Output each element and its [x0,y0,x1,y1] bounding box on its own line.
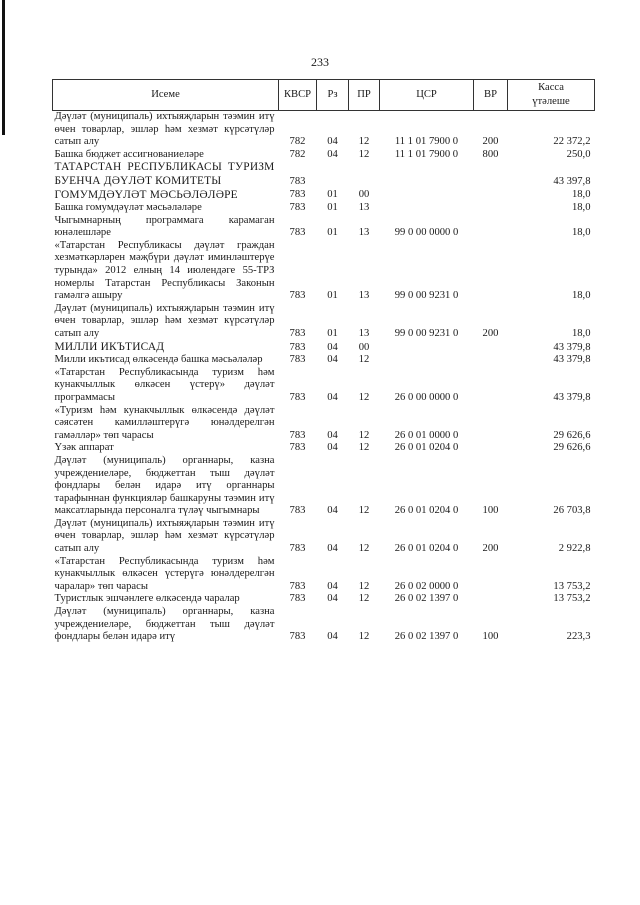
row-vr [474,405,508,443]
row-name: Үзәк аппарат [54,442,114,454]
row-name: Дәүләт (муниципаль) органнары, казна учреждениеләре, бюджеттан тыш дәүләт фондлары белән идарә итү органнары тарафыннан функцияләр башкаруны тәэмин итү максатларында персоналга түләү чыгымнары [54,454,275,517]
row-cash-execution: 223,3 [566,631,591,643]
row-pr: 12 [358,148,370,160]
row-csr [380,161,474,188]
row-pr: 00 [358,341,370,353]
row-cash-execution: 18,0 [571,189,591,201]
table-row [53,303,595,341]
row-pr: 12 [358,580,370,592]
row-vr [474,215,508,240]
header-pr: ПР [349,80,380,111]
row-vr: 100 [482,505,499,517]
row-name: Башка гомумдәүләт мәсьәләләре [54,202,202,214]
row-csr: 26 0 00 0000 0 [394,391,459,403]
header-cash-line1: Касса [538,81,564,93]
row-kvsr: 783 [289,391,306,403]
row-name: Дәүләт (муниципаль) органнары, казна учреждениеләре, бюджеттан тыш дәүләт фондлары белән идарә итү [54,606,275,643]
row-vr: 100 [482,631,499,643]
row-rz: 04 [327,442,338,454]
row-name: Башка бюджет ассигнованиеләре [54,148,204,160]
row-vr [474,240,508,303]
row-csr: 11 1 01 7900 0 [394,136,459,148]
row-vr [474,202,508,215]
row-pr: 12 [358,593,370,605]
row-rz: 04 [327,593,338,605]
row-name: Чыгымнарның программага карамаган юнәлешләре [54,214,275,239]
page-number: 233 [311,55,329,69]
table-header [53,80,595,111]
row-csr [380,189,474,203]
header-kvsr: КВСР [279,80,317,111]
row-pr: 12 [358,442,370,454]
row-pr: 13 [358,202,370,214]
row-csr: 26 0 02 0000 0 [394,580,459,592]
table-row [53,202,595,215]
row-kvsr: 783 [289,175,306,187]
row-cash-execution: 13 753,2 [553,580,591,592]
row-name: «Татарстан Республикасында туризм һәм кунакчыллык өлкәсен үстерү» дәүләт программасы [54,366,275,403]
row-name: Милли икътисад өлкәсендә башка мәсьәләләр [54,354,263,366]
row-csr: 26 0 01 0204 0 [394,505,459,517]
row-cash-execution: 26 703,8 [553,505,591,517]
row-pr: 12 [358,429,370,441]
row-rz: 04 [327,136,338,148]
row-kvsr: 783 [289,328,306,339]
row-vr: 200 [482,543,499,555]
row-kvsr: 783 [289,354,306,366]
row-cash-execution: 43 379,8 [553,354,591,366]
row-cash-execution: 43 379,8 [553,391,591,403]
row-csr: 26 0 02 1397 0 [394,631,459,643]
row-vr: 200 [482,328,499,339]
table-row [53,189,595,203]
row-name: «Татарстан Республикасында туризм һәм кунакчыллык өлкәсен үстерүгә юнәлдерелгән чаралар» төп чарасы [54,555,275,592]
table-row [53,442,595,455]
table-row [53,240,595,303]
table-body [53,111,595,644]
row-kvsr: 783 [289,593,306,605]
table-row [53,593,595,606]
row-pr: 13 [358,290,370,302]
row-rz: 04 [327,580,338,592]
header-cash-execution [508,80,595,111]
row-pr: 12 [358,543,370,555]
table-row [53,354,595,367]
row-rz: 01 [327,290,338,302]
row-cash-execution: 43 379,8 [553,341,591,353]
row-rz: 04 [327,391,338,403]
table-row [53,215,595,240]
row-rz: 04 [327,148,338,160]
row-vr [474,189,508,203]
row-rz: 01 [327,328,338,339]
row-pr: 12 [358,631,370,643]
row-cash-execution: 18,0 [571,202,591,214]
header-csr: ЦСР [380,80,474,111]
row-cash-execution: 18,0 [571,290,591,302]
row-kvsr: 783 [289,290,306,302]
table-row [53,606,595,644]
row-name: МИЛЛИ ИКЪТИСАД [54,340,165,353]
row-kvsr: 783 [289,341,306,353]
row-cash-execution: 250,0 [566,148,591,160]
table-row [53,367,595,405]
row-csr: 99 0 00 0000 0 [394,227,459,239]
table-row [53,518,595,556]
table-row [53,405,595,443]
row-rz: 04 [327,505,338,517]
row-name: Дәүләт (муниципаль) ихтыяҗларын тәэмин итү өчен товарлар, эшләр һәм хезмәт күрсәтүләр сатып алу [54,302,275,339]
row-pr [349,161,380,188]
row-vr [474,341,508,355]
row-vr [474,442,508,455]
row-kvsr: 783 [289,505,306,517]
row-pr: 13 [358,227,370,239]
row-cash-execution: 22 372,2 [553,136,591,148]
row-csr: 26 0 01 0204 0 [394,543,459,555]
budget-table [52,79,595,644]
row-pr: 12 [358,136,370,148]
row-cash-execution: 18,0 [571,328,591,339]
row-csr: 99 0 00 9231 0 [394,328,459,339]
row-kvsr: 783 [289,189,306,201]
row-vr [474,367,508,405]
row-kvsr: 783 [289,543,306,555]
table-row [53,111,595,149]
row-kvsr: 782 [289,148,306,160]
row-pr: 12 [358,354,370,366]
row-cash-execution: 2 922,8 [558,543,591,555]
row-csr: 11 1 01 7900 0 [394,148,459,160]
table-row [53,455,595,518]
header-name: Исеме [53,80,279,111]
row-kvsr: 783 [289,202,306,214]
header-cash-line2: үтәлеше [532,96,570,107]
row-pr: 13 [358,328,370,339]
row-vr [474,593,508,606]
row-name: ТАТАРСТАН РЕСПУБЛИКАСЫ ТУРИЗМ БУЕНЧА ДӘҮЛӘТ КОМИТЕТЫ [54,161,275,187]
row-vr: 800 [482,148,499,160]
row-kvsr: 782 [289,136,306,148]
row-rz: 04 [327,429,338,441]
row-kvsr: 783 [289,429,306,441]
row-rz: 04 [327,543,338,555]
row-cash-execution: 13 753,2 [553,593,591,605]
header-rz: Рз [317,80,349,111]
row-rz: 01 [327,227,338,239]
row-pr: 12 [358,505,370,517]
row-vr [474,161,508,188]
row-csr: 26 0 02 1397 0 [394,593,459,605]
header-vr: ВР [474,80,508,111]
row-name: Дәүләт (муниципаль) ихтыяҗларын тәэмин итү өчен товарлар, эшләр һәм хезмәт күрсәтүләр сатып алу [54,111,275,148]
table-row [53,341,595,355]
table-row [53,161,595,188]
row-rz: 01 [327,202,338,214]
row-rz: 04 [327,631,338,643]
row-cash-execution: 29 626,6 [553,442,591,454]
row-cash-execution: 43 397,8 [553,175,591,187]
row-csr [380,202,474,215]
row-name: «Туризм һәм кунакчыллык өлкәсендә дәүләт сәясәтен камилләштерүгә юнәлдерелгән гамәлләр» төп чарасы [54,404,275,441]
row-cash-execution: 29 626,6 [553,429,591,441]
row-vr: 200 [482,136,499,148]
row-rz: 04 [327,354,338,366]
row-name: Туристлык эшчәнлеге өлкәсендә чаралар [54,593,240,605]
row-vr [474,354,508,367]
row-vr [474,556,508,594]
row-csr [380,341,474,355]
row-csr: 26 0 01 0000 0 [394,429,459,441]
row-kvsr: 783 [289,580,306,592]
row-rz: 04 [327,341,338,353]
row-name: Дәүләт (муниципаль) ихтыяҗларын тәэмин итү өчен товарлар, эшләр һәм хезмәт күрсәтүләр сатып алу [54,517,275,555]
row-pr: 00 [358,189,370,201]
table-row [53,149,595,162]
row-csr [380,354,474,367]
row-pr: 12 [358,391,370,403]
row-name: ГОМУМДӘҮЛӘТ МӘСЬӘЛӘЛӘРЕ [54,188,238,201]
row-rz [317,161,349,188]
row-kvsr: 783 [289,227,306,239]
row-name: «Татарстан Республикасы дәүләт граждан хезмәткәрләрен мәҗбүри дәүләт иминләштерүе турында» 2012 елның 14 июлендәге 55-ТРЗ номерлы Татарстан Республикасы Законын гамәлгә ашыру [54,239,275,302]
row-csr: 99 0 00 9231 0 [394,290,459,302]
table-row [53,556,595,594]
row-kvsr: 783 [289,631,306,643]
row-rz: 01 [327,189,338,201]
row-csr: 26 0 01 0204 0 [394,442,459,454]
row-kvsr: 783 [289,442,306,454]
row-cash-execution: 18,0 [571,227,591,239]
